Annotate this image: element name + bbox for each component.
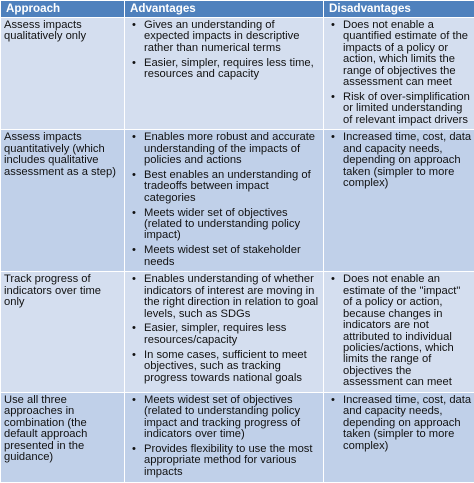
disadvantages-cell	[324, 272, 474, 392]
disadvantages-cell	[324, 392, 474, 482]
header-row	[1, 1, 474, 18]
list-item: • In some cases, sufficient to meet objectives, such as tracking progress towards national goals	[128, 350, 321, 384]
bullet-icon: •	[132, 170, 136, 181]
list-item: • Easier, simpler, requires less time, resources and capacity	[128, 58, 321, 81]
approach-cell: Assess impacts quantitatively (which includes qualitative assessment as a step)	[1, 130, 125, 272]
advantages-cell	[125, 392, 324, 482]
list-item: • Does not enable an estimate of the "impact" of a policy or action, because changes in indicators are not attributed to individual policies/actions, which limits the range of objectives the assessment can meet	[327, 274, 472, 388]
list-item: • Risk of over-simplification or limited understanding of relevant impact drivers	[327, 92, 472, 126]
bullet-icon: •	[331, 20, 335, 31]
table-row	[1, 392, 474, 482]
list-item: • Meets widest set of stakeholder needs	[128, 245, 321, 268]
list-item: • Provides flexibility to use the most appropriate method for various impacts	[128, 444, 321, 478]
bullet-icon: •	[132, 323, 136, 334]
disadvantages-cell	[324, 130, 474, 272]
list-item: • Meets wider set of objectives (related to understanding policy impact)	[128, 208, 321, 242]
bullet-icon: •	[132, 208, 136, 219]
bullet-icon: •	[331, 132, 335, 143]
table-row	[1, 130, 474, 272]
table-row	[1, 272, 474, 392]
bullet-icon: •	[132, 245, 136, 256]
advantages-cell	[125, 130, 324, 272]
bullet-icon: •	[132, 58, 136, 69]
bullet-icon: •	[132, 274, 136, 285]
list-item: • Gives an understanding of expected impacts in descriptive rather than numerical terms	[128, 20, 321, 54]
bullet-icon: •	[132, 395, 136, 406]
bullet-icon: •	[331, 274, 335, 285]
list-item: • Increased time, cost, data and capacity needs, depending on approach taken (simpler to more complex)	[327, 395, 472, 452]
bullet-icon: •	[132, 132, 136, 143]
header-advantages: Advantages	[125, 1, 324, 18]
bullet-icon: •	[331, 395, 335, 406]
list-item: • Does not enable a quantified estimate of the impacts of a policy or action, which limits the range of objectives the assessment can meet	[327, 20, 472, 88]
list-item: • Enables understanding of whether indicators of interest are moving in the right direction in relation to goal levels, such as SDGs	[128, 274, 321, 320]
bullet-icon: •	[132, 350, 136, 361]
header-approach: Approach	[1, 1, 125, 18]
approach-cell: Use all three approaches in combination (the default approach presented in the guidance)	[1, 392, 125, 482]
list-item: • Increased time, cost, data and capacity needs, depending on approach taken (simpler to more complex)	[327, 132, 472, 189]
approach-cell: Track progress of indicators over time only	[1, 272, 125, 392]
list-item: • Enables more robust and accurate understanding of the impacts of policies and actions	[128, 132, 321, 166]
bullet-icon: •	[132, 444, 136, 455]
bullet-icon: •	[132, 20, 136, 31]
advantages-cell	[125, 18, 324, 130]
advantages-cell	[125, 272, 324, 392]
header-disadvantages: Disadvantages	[324, 1, 474, 18]
bullet-icon: •	[331, 92, 335, 103]
disadvantages-cell	[324, 18, 474, 130]
list-item: • Easier, simpler, requires less resources/capacity	[128, 323, 321, 346]
list-item: • Best enables an understanding of tradeoffs between impact categories	[128, 170, 321, 204]
list-item: • Meets widest set of objectives (related to understanding policy impact and tracking progress of indicators over time)	[128, 395, 321, 441]
table-row	[1, 18, 474, 130]
approach-cell: Assess impacts qualitatively only	[1, 18, 125, 130]
